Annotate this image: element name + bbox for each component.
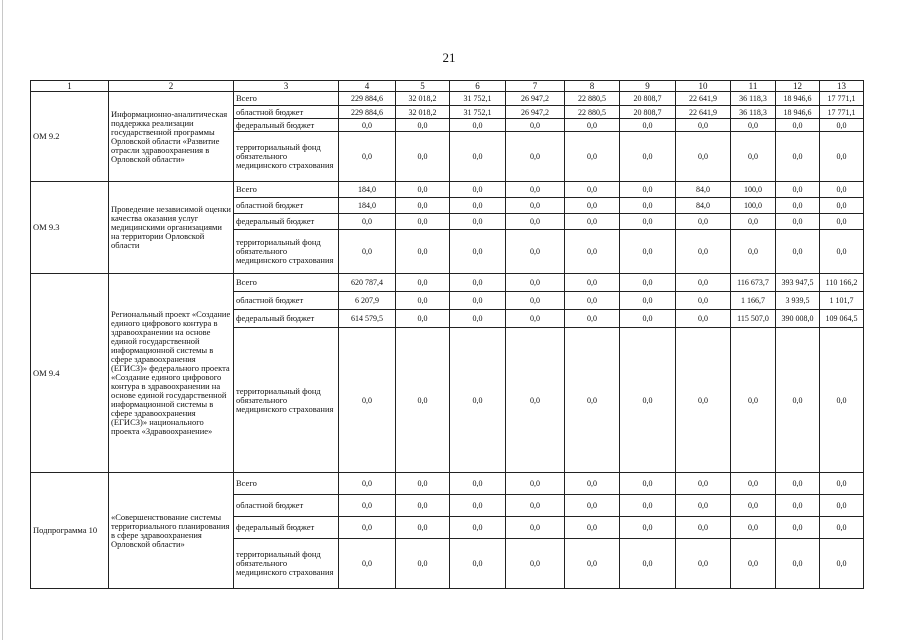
amount-cell: 0,0 [339, 230, 396, 274]
amount-cell: 0,0 [820, 214, 864, 230]
amount-cell: 0,0 [776, 539, 820, 589]
amount-cell: 20 808,7 [620, 92, 676, 106]
amount-cell: 0,0 [396, 182, 450, 198]
column-number: 8 [565, 81, 620, 92]
amount-cell: 0,0 [506, 230, 565, 274]
amount-cell: 0,0 [450, 310, 506, 328]
amount-cell: 20 808,7 [620, 106, 676, 119]
funding-source: Всего [234, 473, 339, 495]
amount-cell: 0,0 [450, 495, 506, 517]
amount-cell: 0,0 [620, 310, 676, 328]
amount-cell: 18 946,6 [776, 106, 820, 119]
amount-cell: 0,0 [731, 517, 776, 539]
amount-cell: 0,0 [676, 539, 731, 589]
amount-cell: 0,0 [820, 119, 864, 132]
amount-cell: 1 101,7 [820, 292, 864, 310]
column-number: 13 [820, 81, 864, 92]
amount-cell: 0,0 [339, 495, 396, 517]
table-row [31, 473, 864, 495]
amount-cell: 0,0 [396, 198, 450, 214]
column-number-row [31, 81, 864, 92]
amount-cell: 184,0 [339, 182, 396, 198]
amount-cell: 115 507,0 [731, 310, 776, 328]
column-number: 12 [776, 81, 820, 92]
amount-cell: 0,0 [620, 539, 676, 589]
amount-cell: 100,0 [731, 182, 776, 198]
amount-cell: 0,0 [450, 119, 506, 132]
amount-cell: 0,0 [506, 119, 565, 132]
amount-cell: 0,0 [731, 119, 776, 132]
table-row [31, 92, 864, 106]
amount-cell: 0,0 [506, 539, 565, 589]
amount-cell: 0,0 [776, 517, 820, 539]
amount-cell: 0,0 [450, 132, 506, 182]
item-code: ОМ 9.4 [31, 274, 109, 473]
amount-cell: 18 946,6 [776, 92, 820, 106]
amount-cell: 0,0 [620, 198, 676, 214]
item-name: Информационно-аналитическая поддержка реализации государственной программы Орловской области «Развитие отрасли здравоохранения в Орловской области» [109, 92, 234, 182]
amount-cell: 0,0 [339, 119, 396, 132]
table-row [31, 182, 864, 198]
amount-cell: 0,0 [620, 132, 676, 182]
amount-cell: 0,0 [776, 198, 820, 214]
amount-cell: 184,0 [339, 198, 396, 214]
amount-cell: 0,0 [620, 328, 676, 473]
amount-cell: 0,0 [820, 182, 864, 198]
item-code: Подпрограмма 10 [31, 473, 109, 589]
amount-cell: 109 064,5 [820, 310, 864, 328]
amount-cell: 0,0 [620, 274, 676, 292]
amount-cell: 0,0 [676, 214, 731, 230]
amount-cell: 0,0 [676, 274, 731, 292]
amount-cell: 0,0 [506, 310, 565, 328]
funding-source: территориальный фонд обязательного медицинского страхования [234, 539, 339, 589]
item-name: Региональный проект «Создание единого цифрового контура в здравоохранении на основе единой государственной информационной системы в сфере здравоохранения (ЕГИСЗ)» федерального проекта «Создание единого цифрового контура в здравоохранении на основе единой государственной информационной системы в сфере здравоохранения (ЕГИСЗ)» национального проекта «Здравоохранение» [109, 274, 234, 473]
funding-source: областной бюджет [234, 198, 339, 214]
amount-cell: 0,0 [820, 328, 864, 473]
amount-cell: 0,0 [396, 495, 450, 517]
amount-cell: 0,0 [339, 473, 396, 495]
amount-cell: 0,0 [676, 119, 731, 132]
amount-cell: 0,0 [731, 473, 776, 495]
amount-cell: 0,0 [565, 292, 620, 310]
amount-cell: 0,0 [506, 473, 565, 495]
amount-cell: 0,0 [450, 198, 506, 214]
amount-cell: 0,0 [506, 495, 565, 517]
amount-cell: 0,0 [396, 230, 450, 274]
amount-cell: 0,0 [565, 517, 620, 539]
amount-cell: 110 166,2 [820, 274, 864, 292]
amount-cell: 32 018,2 [396, 106, 450, 119]
amount-cell: 0,0 [565, 119, 620, 132]
amount-cell: 0,0 [676, 495, 731, 517]
margin-rule [2, 0, 3, 640]
amount-cell: 0,0 [396, 214, 450, 230]
amount-cell: 0,0 [565, 473, 620, 495]
amount-cell: 0,0 [776, 214, 820, 230]
column-number: 10 [676, 81, 731, 92]
amount-cell: 0,0 [820, 473, 864, 495]
item-code: ОМ 9.2 [31, 92, 109, 182]
amount-cell: 26 947,2 [506, 106, 565, 119]
amount-cell: 0,0 [339, 214, 396, 230]
amount-cell: 0,0 [506, 292, 565, 310]
amount-cell: 0,0 [565, 182, 620, 198]
amount-cell: 0,0 [450, 214, 506, 230]
column-number: 5 [396, 81, 450, 92]
amount-cell: 390 008,0 [776, 310, 820, 328]
amount-cell: 1 166,7 [731, 292, 776, 310]
amount-cell: 0,0 [339, 517, 396, 539]
amount-cell: 0,0 [450, 328, 506, 473]
amount-cell: 0,0 [620, 473, 676, 495]
amount-cell: 36 118,3 [731, 106, 776, 119]
column-number: 2 [109, 81, 234, 92]
amount-cell: 0,0 [776, 473, 820, 495]
table-row [31, 274, 864, 292]
amount-cell: 0,0 [676, 230, 731, 274]
amount-cell: 0,0 [565, 274, 620, 292]
amount-cell: 0,0 [396, 539, 450, 589]
amount-cell: 393 947,5 [776, 274, 820, 292]
amount-cell: 0,0 [450, 539, 506, 589]
amount-cell: 229 884,6 [339, 106, 396, 119]
amount-cell: 0,0 [731, 328, 776, 473]
amount-cell: 0,0 [620, 292, 676, 310]
amount-cell: 0,0 [620, 214, 676, 230]
amount-cell: 17 771,1 [820, 92, 864, 106]
amount-cell: 0,0 [450, 473, 506, 495]
amount-cell: 17 771,1 [820, 106, 864, 119]
amount-cell: 0,0 [676, 328, 731, 473]
amount-cell: 0,0 [339, 328, 396, 473]
funding-source: областной бюджет [234, 292, 339, 310]
column-number: 4 [339, 81, 396, 92]
amount-cell: 0,0 [506, 274, 565, 292]
page-number: 21 [442, 50, 456, 65]
amount-cell: 22 880,5 [565, 106, 620, 119]
funding-source: Всего [234, 92, 339, 106]
amount-cell: 26 947,2 [506, 92, 565, 106]
amount-cell: 0,0 [731, 214, 776, 230]
amount-cell: 620 787,4 [339, 274, 396, 292]
amount-cell: 0,0 [506, 132, 565, 182]
item-name: Проведение независимой оценки качества оказания услуг медицинскими организациями на территории Орловской области [109, 182, 234, 274]
amount-cell: 0,0 [339, 132, 396, 182]
amount-cell: 22 641,9 [676, 92, 731, 106]
amount-cell: 0,0 [450, 182, 506, 198]
funding-source: областной бюджет [234, 106, 339, 119]
amount-cell: 0,0 [820, 495, 864, 517]
amount-cell: 0,0 [450, 230, 506, 274]
amount-cell: 0,0 [676, 473, 731, 495]
amount-cell: 0,0 [565, 328, 620, 473]
amount-cell: 0,0 [776, 132, 820, 182]
amount-cell: 0,0 [776, 119, 820, 132]
amount-cell: 0,0 [676, 292, 731, 310]
amount-cell: 0,0 [620, 495, 676, 517]
amount-cell: 0,0 [506, 328, 565, 473]
amount-cell: 22 880,5 [565, 92, 620, 106]
column-number: 9 [620, 81, 676, 92]
amount-cell: 0,0 [506, 517, 565, 539]
funding-source: федеральный бюджет [234, 517, 339, 539]
funding-source: федеральный бюджет [234, 310, 339, 328]
amount-cell: 0,0 [731, 132, 776, 182]
funding-source: Всего [234, 182, 339, 198]
amount-cell: 0,0 [776, 182, 820, 198]
amount-cell: 0,0 [776, 328, 820, 473]
amount-cell: 0,0 [565, 310, 620, 328]
funding-source: территориальный фонд обязательного медицинского страхования [234, 328, 339, 473]
amount-cell: 0,0 [620, 182, 676, 198]
column-number: 7 [506, 81, 565, 92]
amount-cell: 0,0 [565, 495, 620, 517]
amount-cell: 0,0 [450, 274, 506, 292]
amount-cell: 0,0 [565, 230, 620, 274]
amount-cell: 0,0 [396, 274, 450, 292]
amount-cell: 84,0 [676, 198, 731, 214]
amount-cell: 0,0 [676, 517, 731, 539]
amount-cell: 0,0 [396, 328, 450, 473]
amount-cell: 0,0 [396, 517, 450, 539]
amount-cell: 31 752,1 [450, 106, 506, 119]
amount-cell: 0,0 [776, 495, 820, 517]
column-number: 6 [450, 81, 506, 92]
column-number: 1 [31, 81, 109, 92]
amount-cell: 3 939,5 [776, 292, 820, 310]
amount-cell: 22 641,9 [676, 106, 731, 119]
amount-cell: 0,0 [506, 198, 565, 214]
amount-cell: 100,0 [731, 198, 776, 214]
amount-cell: 0,0 [731, 495, 776, 517]
budget-table [30, 80, 864, 589]
amount-cell: 0,0 [731, 230, 776, 274]
amount-cell: 0,0 [565, 198, 620, 214]
amount-cell: 0,0 [676, 310, 731, 328]
funding-source: Всего [234, 274, 339, 292]
amount-cell: 0,0 [676, 132, 731, 182]
amount-cell: 0,0 [820, 517, 864, 539]
funding-source: территориальный фонд обязательного медицинского страхования [234, 132, 339, 182]
amount-cell: 0,0 [565, 539, 620, 589]
amount-cell: 116 673,7 [731, 274, 776, 292]
amount-cell: 614 579,5 [339, 310, 396, 328]
amount-cell: 36 118,3 [731, 92, 776, 106]
amount-cell: 0,0 [776, 230, 820, 274]
amount-cell: 32 018,2 [396, 92, 450, 106]
funding-source: федеральный бюджет [234, 119, 339, 132]
funding-source: областной бюджет [234, 495, 339, 517]
amount-cell: 0,0 [396, 292, 450, 310]
amount-cell: 0,0 [565, 214, 620, 230]
amount-cell: 0,0 [820, 230, 864, 274]
funding-source: федеральный бюджет [234, 214, 339, 230]
amount-cell: 0,0 [506, 214, 565, 230]
amount-cell: 0,0 [506, 182, 565, 198]
amount-cell: 0,0 [820, 198, 864, 214]
amount-cell: 31 752,1 [450, 92, 506, 106]
amount-cell: 0,0 [565, 132, 620, 182]
item-code: ОМ 9.3 [31, 182, 109, 274]
amount-cell: 0,0 [450, 292, 506, 310]
amount-cell: 0,0 [820, 132, 864, 182]
funding-source: территориальный фонд обязательного медицинского страхования [234, 230, 339, 274]
amount-cell: 0,0 [620, 230, 676, 274]
amount-cell: 0,0 [731, 539, 776, 589]
amount-cell: 0,0 [620, 119, 676, 132]
amount-cell: 229 884,6 [339, 92, 396, 106]
amount-cell: 0,0 [339, 539, 396, 589]
item-name: «Совершенствование системы территориального планирования в сфере здравоохранения Орловской области» [109, 473, 234, 589]
amount-cell: 0,0 [396, 473, 450, 495]
amount-cell: 0,0 [396, 119, 450, 132]
column-number: 3 [234, 81, 339, 92]
amount-cell: 0,0 [396, 132, 450, 182]
column-number: 11 [731, 81, 776, 92]
amount-cell: 6 207,9 [339, 292, 396, 310]
amount-cell: 84,0 [676, 182, 731, 198]
amount-cell: 0,0 [820, 539, 864, 589]
amount-cell: 0,0 [396, 310, 450, 328]
table-body [31, 92, 864, 589]
amount-cell: 0,0 [450, 517, 506, 539]
amount-cell: 0,0 [620, 517, 676, 539]
